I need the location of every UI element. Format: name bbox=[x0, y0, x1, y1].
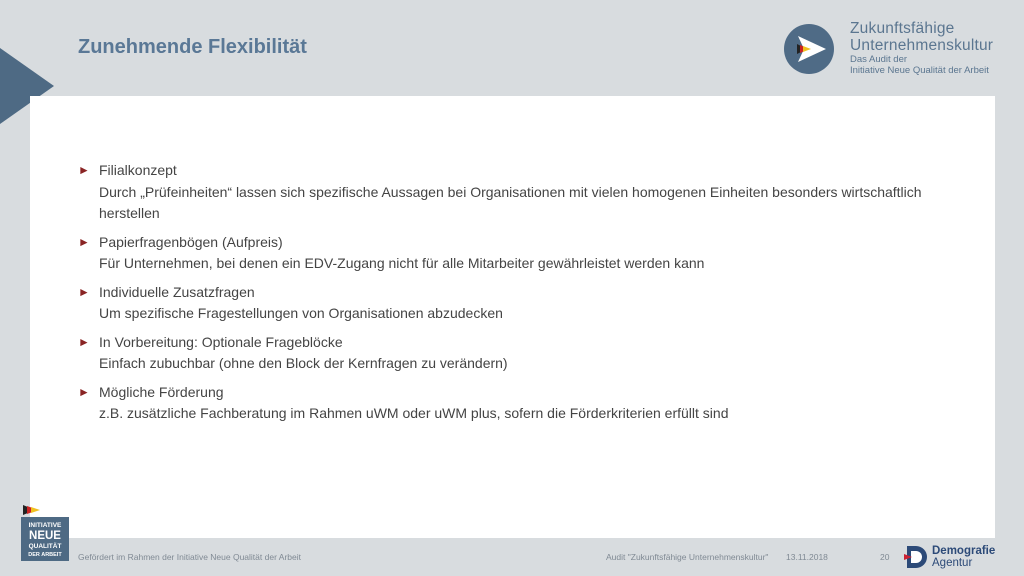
demografie-agentur-logo bbox=[904, 544, 1014, 572]
bullet-item bbox=[78, 160, 958, 225]
footer-date: 13.11.2018 bbox=[786, 552, 828, 562]
demografie-mark-icon bbox=[904, 544, 928, 570]
initiative-logo-line1: INITIATIVE bbox=[28, 522, 62, 529]
bullet-description: Durch „Prüfeinheiten“ lassen sich spezifische Aussagen bei Organisationen mit vielen homogenen Einheiten besonders wirtschaftlich herstellen bbox=[99, 183, 922, 221]
bullet-description: z.B. zusätzliche Fachberatung im Rahmen uWM oder uWM plus, sofern die Förderkriterien erfüllt sind bbox=[99, 405, 729, 421]
bullet-item bbox=[78, 282, 958, 325]
footer-audit-text: Audit "Zukunftsfähige Unternehmenskultur" bbox=[606, 552, 769, 562]
bullet-title: Individuelle Zusatzfragen bbox=[99, 283, 255, 300]
brand-title-line1: Zukunftsfähige bbox=[850, 20, 955, 37]
brand-subtitle-line2: Initiative Neue Qualität der Arbeit bbox=[850, 65, 989, 76]
bullet-arrow-icon: ► bbox=[78, 163, 90, 177]
bullet-title: In Vorbereitung: Optionale Frageblöcke bbox=[99, 333, 343, 350]
content-panel bbox=[30, 96, 995, 538]
initiative-logo-line4: DER ARBEIT bbox=[28, 552, 62, 558]
demografie-logo-line1: Demografie bbox=[932, 545, 996, 557]
bullet-title: Papierfragenbögen (Aufpreis) bbox=[99, 233, 283, 250]
bullet-item bbox=[78, 232, 958, 275]
bullet-list bbox=[78, 160, 958, 432]
bullet-item bbox=[78, 382, 958, 425]
bullet-arrow-icon: ► bbox=[78, 334, 90, 349]
initiative-logo-line2: NEUE bbox=[29, 530, 61, 542]
bullet-description: Einfach zubuchbar (ohne den Block der Kernfragen zu verändern) bbox=[99, 355, 508, 371]
brand-subtitle-line1: Das Audit der bbox=[850, 54, 908, 65]
bullet-title: Mögliche Förderung bbox=[99, 383, 224, 400]
initiative-logo-line3: QUALITÄT bbox=[28, 543, 62, 550]
bullet-arrow-icon: ► bbox=[78, 284, 90, 299]
initiative-neue-qualitaet-logo bbox=[21, 503, 69, 561]
page-number: 20 bbox=[880, 552, 890, 562]
bullet-description: Für Unternehmen, bei denen ein EDV-Zugang nicht für alle Mitarbeiter gewährleistet werden kann bbox=[99, 255, 705, 271]
brand-title-line2: Unternehmenskultur bbox=[850, 37, 994, 54]
bullet-title: Filialkonzept bbox=[99, 162, 177, 178]
bullet-item bbox=[78, 332, 958, 375]
audit-brand-logo bbox=[784, 20, 1014, 80]
slide-title: Zunehmende Flexibilität bbox=[78, 36, 307, 58]
footer-funding-text: Gefördert im Rahmen der Initiative Neue Qualität der Arbeit bbox=[78, 552, 301, 562]
bullet-arrow-icon: ► bbox=[78, 384, 90, 399]
bullet-arrow-icon: ► bbox=[78, 234, 90, 249]
audit-logo-icon bbox=[784, 24, 834, 74]
bullet-description: Um spezifische Fragestellungen von Organisationen abzudecken bbox=[99, 305, 503, 321]
demografie-logo-line2: Agentur bbox=[932, 557, 973, 569]
